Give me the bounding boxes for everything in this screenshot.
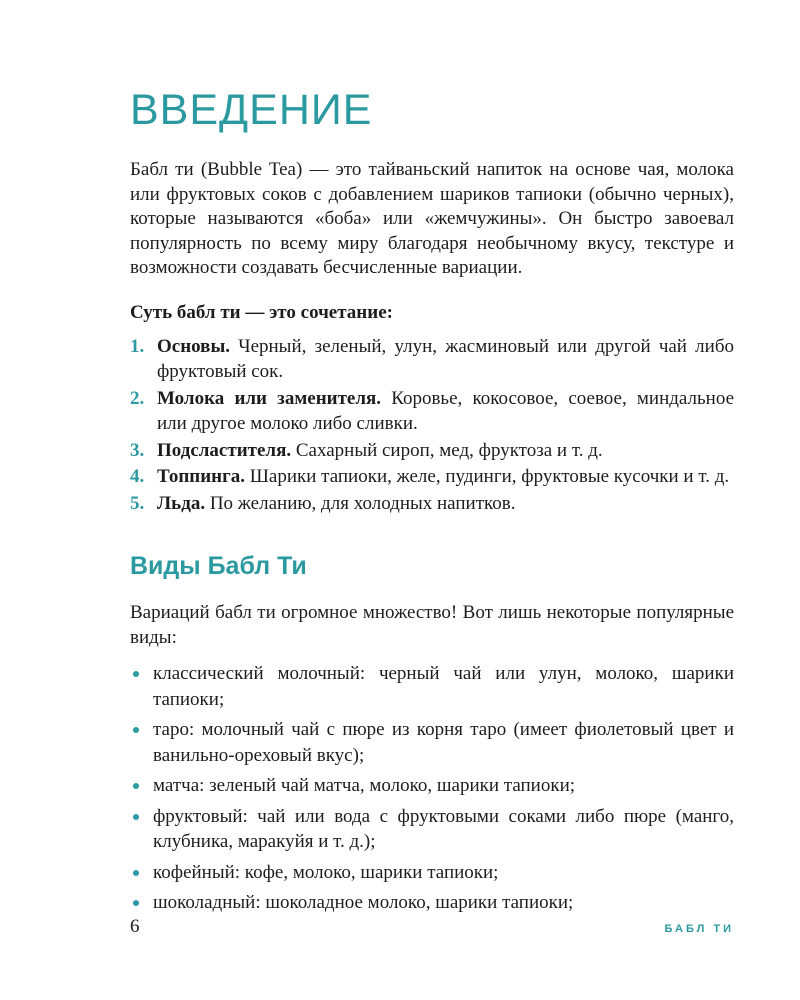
list-item-desc: Черный, зеленый, улун, жасминовый или другой чай либо фруктовый сок. (157, 335, 734, 383)
bullet-list-item (130, 885, 734, 916)
bullet-list-item (130, 855, 734, 886)
page-footer (130, 916, 734, 1000)
page-number: 6 (130, 916, 140, 937)
list-item-text (157, 464, 734, 490)
bullet-item-text: фруктовый: чай или вода с фруктовыми соками либо пюре (манго, клубника, маракуйя и т. д.); (153, 805, 734, 853)
varieties-bullet-list (130, 656, 734, 916)
list-item-desc: Коровье, кокосовое, соевое, миндальное или другое молоко либо сливки. (157, 387, 734, 435)
list-item-term: Подсластителя. (157, 439, 292, 461)
numbered-list-item (130, 438, 734, 464)
list-item-number: 5. (130, 492, 145, 514)
essence-heading: Суть бабл ти — это сочетание: (130, 301, 393, 323)
running-title: БАБЛ ТИ (664, 923, 734, 935)
bullet-icon (133, 727, 139, 733)
numbered-list-item (130, 491, 734, 517)
list-item-term: Топпинга. (157, 466, 245, 488)
bullet-icon (133, 900, 139, 906)
bullet-list-item (130, 768, 734, 799)
chapter-title: ВВЕДЕНИЕ (130, 86, 373, 134)
list-item-number: 2. (130, 387, 145, 409)
list-item-number: 4. (130, 466, 145, 488)
list-item-term: Льда. (157, 492, 206, 514)
bullet-icon (133, 814, 139, 820)
bullet-item-text: классический молочный: черный чай или улун, молоко, шарики тапиоки; (153, 663, 734, 710)
list-item-text (157, 438, 734, 464)
bullet-item-text: таро: молочный чай с пюре из корня таро (имеет фиолетовый цвет и ванильно-ореховый вкус); (153, 719, 734, 766)
bullet-list-item (130, 656, 734, 712)
varieties-intro-paragraph: Вариаций бабл ти огромное множество! Вот лишь некоторые популярные виды: (130, 602, 734, 648)
list-item-text (157, 334, 734, 385)
list-item-number: 1. (130, 335, 145, 357)
bullet-icon (133, 671, 139, 677)
bullet-list-item (130, 712, 734, 768)
bullet-item-text: шоколадный: шоколадное молоко, шарики тапиоки; (153, 892, 574, 914)
list-item-desc: По желанию, для холодных напитков. (209, 492, 516, 514)
bullet-icon (133, 870, 139, 876)
list-item-desc: Шарики тапиоки, желе, пудинги, фруктовые кусочки и т. д. (249, 466, 730, 488)
bullet-list-item (130, 799, 734, 855)
list-item-term: Молока или заменителя. (157, 387, 382, 409)
bullet-item-text: кофейный: кофе, молоко, шарики тапиоки; (153, 861, 499, 883)
list-item-text (157, 491, 734, 517)
list-item-term: Основы. (157, 335, 231, 357)
numbered-list-item (130, 464, 734, 490)
essence-numbered-list (130, 334, 734, 518)
list-item-text (157, 386, 734, 437)
numbered-list-item (130, 334, 734, 385)
numbered-list-item (130, 386, 734, 437)
bullet-item-text: матча: зеленый чай матча, молоко, шарики тапиоки; (153, 775, 576, 797)
section-heading: Виды Бабл Ти (130, 552, 307, 581)
list-item-number: 3. (130, 439, 145, 461)
list-item-desc: Сахарный сироп, мед, фруктоза и т. д. (295, 439, 603, 461)
bullet-icon (133, 783, 139, 789)
intro-paragraph: Бабл ти (Bubble Tea) — это тайваньский напиток на основе чая, молока или фруктовых соков с добавлением шариков тапиоки (обычно черных), которые называются «боба» или «жемчужины». Он быстро завоевал популярность по всему миру благодаря необычному вкусу, текстуре и возможности создавать бесчисленные вариации. (130, 159, 734, 279)
